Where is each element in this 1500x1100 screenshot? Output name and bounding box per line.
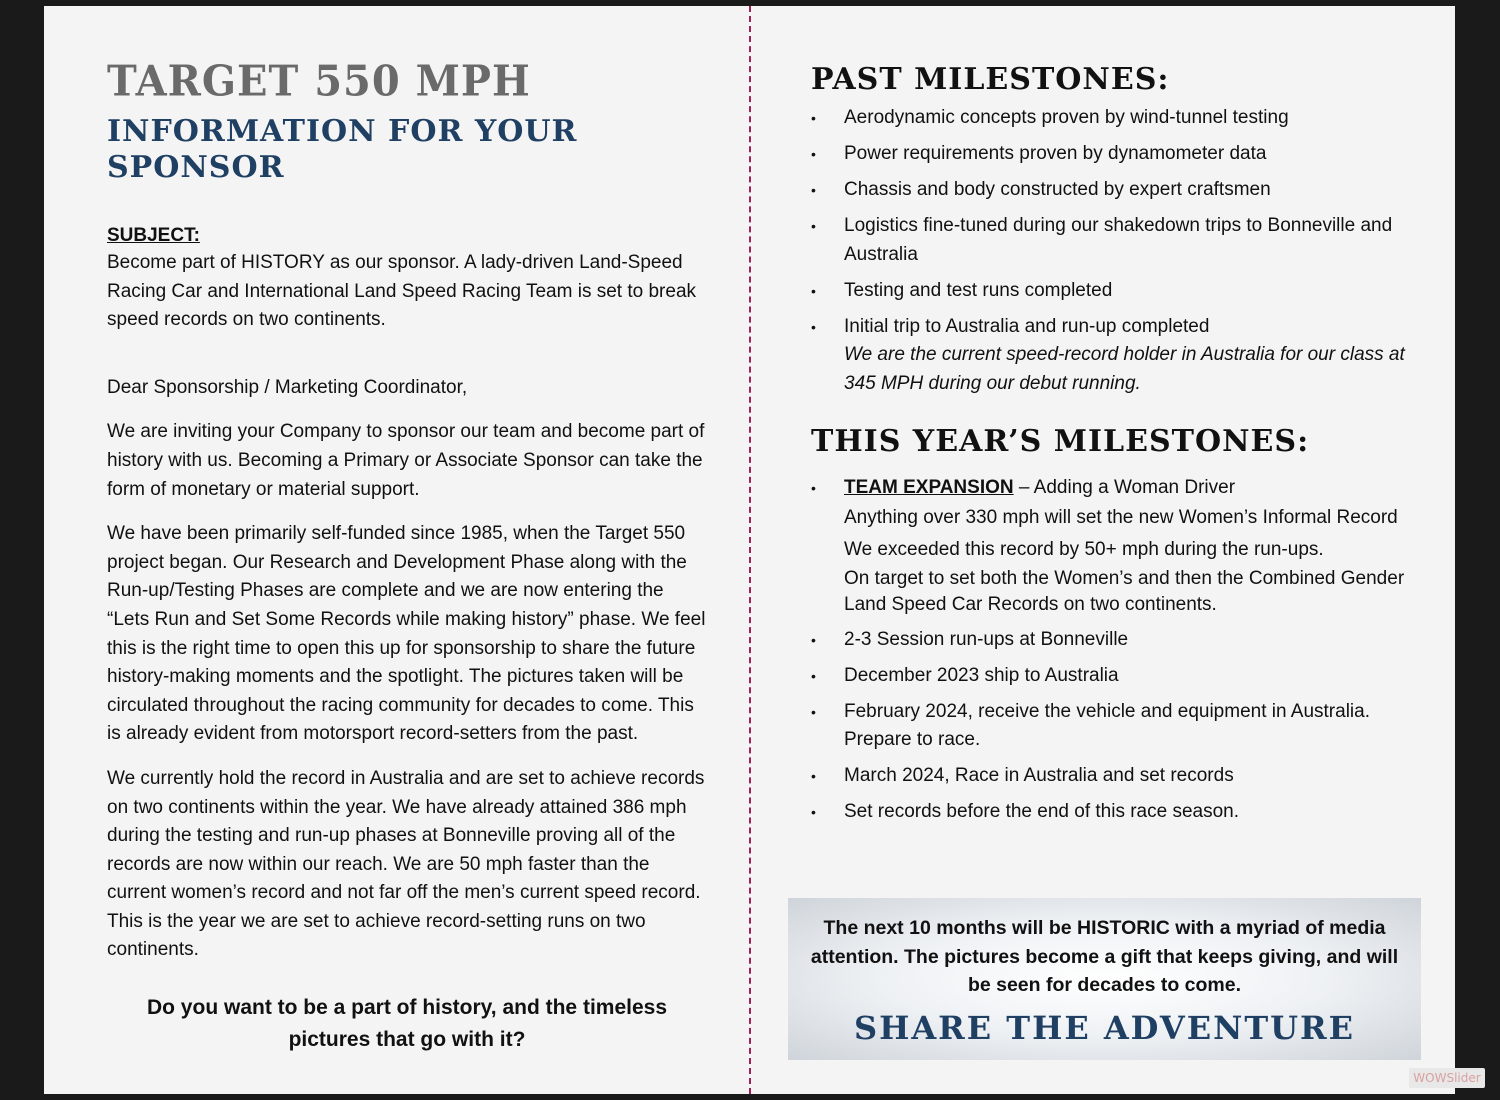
bullet-icon: •: [811, 480, 816, 496]
list-item: • March 2024, Race in Australia and set records: [811, 762, 1421, 791]
list-item: • Power requirements proven by dynamometer data: [811, 140, 1421, 169]
paragraph-invite: We are inviting your Company to sponsor our team and become part of history with us. Becoming a Primary or Associate Sponsor can take the form of monetary or material support.: [107, 421, 705, 500]
past-milestones-heading: PAST MILESTONES:: [811, 62, 1170, 97]
paragraph-history: We have been primarily self-funded since 1985, when the Target 550 project began. Our Research and Development Phase along with the Run-up/Testing Phases are complete and we are now entering the “Lets Run and Set Some Records while making history” phase. We feel this is the right time to open this up for sponsorship to share the future history-making moments and the spotlight. The pictures taken will be circulated throughout the racing community for decades to come. This is already evident from motorsport record-setters from the past.: [107, 523, 706, 745]
list-item: • Set records before the end of this race season.: [811, 798, 1421, 827]
greeting: Dear Sponsorship / Marketing Coordinator,: [107, 376, 468, 398]
team-detail: Anything over 330 mph will set the new Women’s Informal Record: [844, 507, 1398, 528]
bullet-icon: •: [811, 804, 816, 820]
bullet-icon: •: [811, 182, 816, 198]
subject-label: SUBJECT:: [107, 225, 200, 246]
bullet-icon: •: [811, 146, 816, 162]
share-banner: [788, 898, 1421, 1060]
bullet-icon: •: [811, 703, 816, 720]
list-item: • Chassis and body constructed by expert craftsmen: [811, 176, 1421, 205]
banner-heading: SHARE THE ADVENTURE: [853, 1008, 1356, 1047]
closing-question: Do you want to be a part of history, and the timeless pictures that go with it?: [146, 996, 668, 1052]
year-milestones-list: [811, 474, 1421, 827]
subject-text: Become part of HISTORY as our sponsor. A lady-driven Land-Speed Racing Car and International Land Speed Racing Team is set to break speed records on two continents.: [107, 252, 697, 331]
team-detail: We exceeded this record by 50+ mph during the run-ups.: [844, 539, 1324, 560]
list-item: • Logistics fine-tuned during our shakedown trips to Bonneville and Australia: [811, 212, 1421, 269]
main-title: TARGET 550 MPH: [107, 56, 531, 107]
past-milestones-list: [811, 104, 1421, 398]
dashed-divider: [749, 6, 751, 1094]
list-item: • December 2023 ship to Australia: [811, 662, 1421, 691]
list-item: [811, 474, 1421, 618]
list-item: • Testing and test runs completed: [811, 277, 1421, 306]
subtitle: INFORMATION FOR YOUR SPONSOR: [107, 114, 578, 185]
list-item: • Initial trip to Australia and run-up completed We are the current speed-record holder in Australia for our class at 345 MPH during our debut running.: [811, 313, 1421, 399]
paragraph-record: We currently hold the record in Australia and are set to achieve records on two continents within the year. We have already attained 386 mph during the testing and run-up phases at Bonneville proving all of the records are now within our reach. We are 50 mph faster than the current women’s record and not far off the men’s current speed record. This is the year we are set to achieve record-setting runs on two continents.: [107, 767, 705, 961]
year-milestones-heading: THIS YEAR’S MILESTONES:: [811, 424, 1310, 459]
bullet-icon: •: [811, 282, 816, 299]
brochure-page: [44, 6, 1455, 1094]
record-note: We are the current speed-record holder in Australia for our class at 345 MPH during our debut running.: [844, 344, 1405, 394]
list-item: • 2-3 Session run-ups at Bonneville: [811, 626, 1421, 655]
bullet-icon: •: [811, 110, 816, 126]
wowslider-watermark[interactable]: WOWSlider: [1409, 1068, 1485, 1088]
bullet-icon: •: [811, 631, 816, 648]
right-column: [811, 62, 1421, 834]
banner-text: The next 10 months will be HISTORIC with a myriad of media attention. The pictures become a gift that keeps giving, and will be seen for decades to come.: [810, 917, 1399, 996]
team-expansion-title: TEAM EXPANSION: [844, 477, 1014, 498]
bullet-icon: •: [811, 667, 816, 684]
bullet-icon: •: [811, 218, 816, 234]
list-item: • February 2024, receive the vehicle and equipment in Australia. Prepare to race.: [811, 698, 1421, 755]
left-column: [107, 58, 707, 1056]
list-item: • Aerodynamic concepts proven by wind-tunnel testing: [811, 104, 1421, 133]
team-detail: On target to set both the Women’s and then the Combined Gender Land Speed Car Records on two continents.: [844, 568, 1405, 615]
team-expansion-line: TEAM EXPANSION – Adding a Woman Driver: [844, 477, 1236, 498]
bullet-icon: •: [811, 768, 816, 784]
bullet-icon: •: [811, 318, 816, 335]
